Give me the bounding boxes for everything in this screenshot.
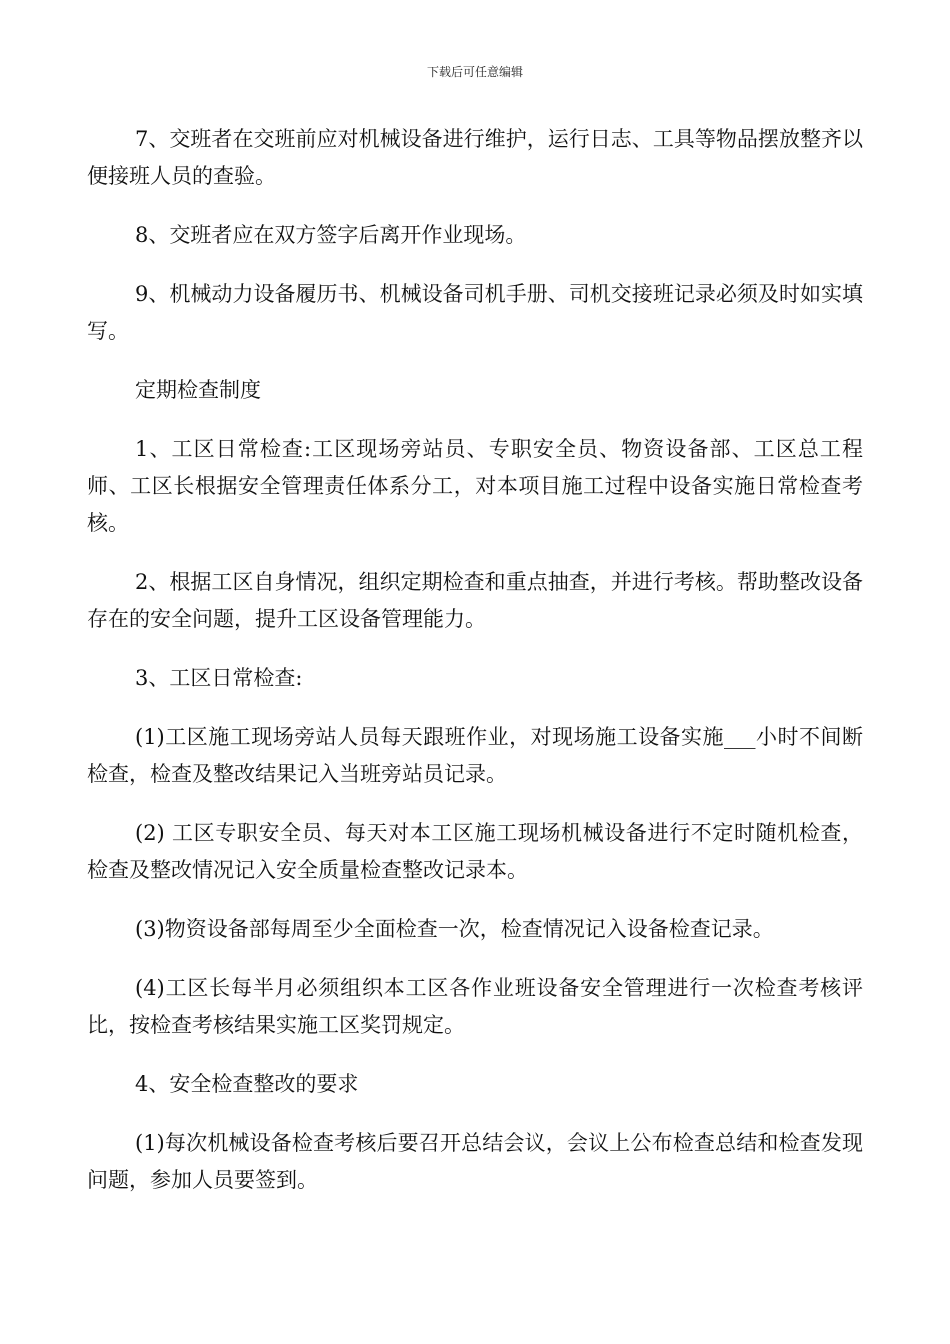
paragraph-sub-1: (1)工区施工现场旁站人员每天跟班作业，对现场施工设备实施___小时不间断检查，检查及整改结果记入当班旁站员记录。: [87, 725, 863, 786]
paragraph-item-8: 8、交班者应在双方签字后离开作业现场。: [135, 223, 527, 247]
paragraph-sub-4: (4)工区长每半月必须组织本工区各作业班设备安全管理进行一次检查考核评比，按检查考核结果实施工区奖罚规定。: [87, 976, 863, 1037]
paragraph-sub-3: (3)物资设备部每周至少全面检查一次，检查情况记入设备检查记录。: [135, 917, 774, 941]
section-heading: 定期检查制度: [135, 378, 261, 402]
paragraph-sub-2: (2) 工区专职安全员、每天对本工区施工现场机械设备进行不定时随机检查，检查及整改情况记入安全质量检查整改记录本。: [87, 821, 863, 882]
paragraph-item-9: 9、机械动力设备履历书、机械设备司机手册、司机交接班记录必须及时如实填写。: [87, 282, 863, 343]
paragraph-item-7: 7、交班者在交班前应对机械设备进行维护，运行日志、工具等物品摆放整齐以便接班人员的查验。: [87, 127, 863, 188]
paragraph-rectification-1: (1)每次机械设备检查考核后要召开总结会议，会议上公布检查总结和检查发现问题，参加人员要签到。: [87, 1131, 863, 1192]
paragraph-periodic-inspection: 2、根据工区自身情况，组织定期检查和重点抽查，并进行考核。帮助整改设备存在的安全问题，提升工区设备管理能力。: [87, 570, 863, 631]
paragraph-daily-inspection-heading: 3、工区日常检查:: [135, 666, 303, 690]
paragraph-daily-inspection: 1、工区日常检查:工区现场旁站员、专职安全员、物资设备部、工区总工程师、工区长根据安全管理责任体系分工，对本项目施工过程中设备实施日常检查考核。: [87, 437, 863, 535]
page-header: 下载后可任意编辑: [426, 65, 523, 79]
paragraph-rectification-heading: 4、安全检查整改的要求: [135, 1072, 359, 1096]
document-body: [87, 121, 863, 1221]
